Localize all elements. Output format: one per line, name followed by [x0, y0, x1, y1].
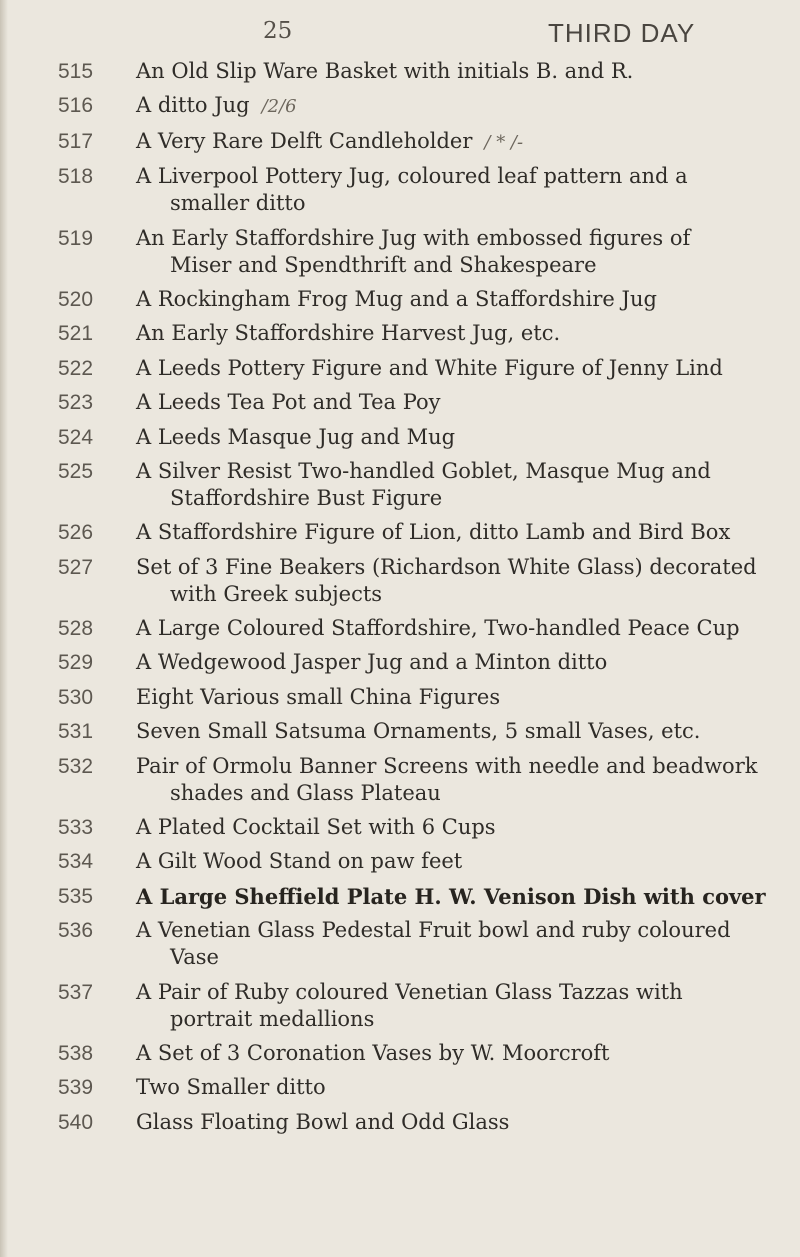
- description-line: Miser and Spendthrift and Shakespeare: [170, 252, 597, 277]
- lot-description: [136, 389, 656, 416]
- lot-description: [136, 1109, 656, 1136]
- description-line: A ditto Jug /2/6: [136, 93, 297, 118]
- description-line: Seven Small Satsuma Ornaments, 5 small Vases, etc.: [136, 719, 701, 744]
- lot-number: 535: [58, 884, 94, 908]
- lot-entry: [0, 649, 800, 676]
- lot-number: 524: [58, 425, 94, 449]
- lot-entry: [0, 753, 800, 807]
- lot-number: 515: [58, 60, 94, 83]
- lot-number: 517: [58, 129, 94, 153]
- lot-number: 536: [58, 919, 94, 943]
- lot-number: 528: [58, 617, 94, 641]
- lot-entry: [0, 917, 800, 971]
- description-line: Glass Floating Bowl and Odd Glass: [136, 1109, 510, 1134]
- lot-entry: [0, 424, 800, 451]
- lot-entry: [0, 814, 800, 841]
- lot-description: [136, 848, 656, 875]
- lot-entry: [0, 883, 800, 910]
- description-line: A Gilt Wood Stand on paw feet: [136, 849, 463, 874]
- lot-entry: [0, 519, 800, 546]
- lot-entry: [0, 684, 800, 711]
- lot-entry: [0, 1109, 800, 1136]
- lot-entry: [0, 225, 800, 279]
- lot-number: 537: [58, 980, 94, 1004]
- lot-number: 539: [58, 1076, 94, 1100]
- lot-description: [136, 320, 656, 347]
- description-line: A Rockingham Frog Mug and a Staffordshire Jug: [136, 286, 657, 311]
- description-line: A Silver Resist Two-handled Goblet, Masque Mug and: [136, 458, 711, 483]
- lot-description: [136, 58, 656, 85]
- lot-description: [136, 979, 683, 1033]
- lot-description: [136, 718, 701, 745]
- description-line: smaller ditto: [170, 191, 306, 216]
- lot-description: [136, 519, 731, 546]
- lot-number: 531: [58, 720, 94, 744]
- lot-number: 516: [58, 94, 94, 118]
- lot-description: [136, 163, 688, 217]
- lot-entry: [0, 58, 800, 85]
- description-line: A Liverpool Pottery Jug, coloured leaf pattern and a: [136, 164, 688, 189]
- lot-description: [136, 355, 723, 382]
- description-line: An Old Slip Ware Basket with initials B. and R.: [136, 59, 634, 83]
- description-line: Pair of Ormolu Banner Screens with needle and beadwork: [136, 753, 758, 778]
- lot-entry: [0, 355, 800, 382]
- lot-description: [136, 883, 766, 910]
- lot-entry: [0, 92, 800, 120]
- lot-description: [136, 814, 656, 841]
- lot-number: 540: [58, 1110, 94, 1134]
- description-line: A Leeds Masque Jug and Mug: [136, 424, 456, 449]
- description-line: Set of 3 Fine Beakers (Richardson White Glass) decorated: [136, 554, 757, 579]
- description-line: A Pair of Ruby coloured Venetian Glass Tazzas with: [136, 979, 683, 1004]
- lot-description: [136, 1040, 656, 1067]
- description-line: Vase: [170, 945, 219, 970]
- lot-description: [136, 286, 656, 313]
- lot-number: 525: [58, 459, 94, 483]
- lot-entry: [0, 1040, 800, 1067]
- lot-entry: [0, 128, 800, 156]
- lot-description: [136, 458, 711, 512]
- description-line: portrait medallions: [170, 1006, 375, 1031]
- lot-entry: [0, 615, 800, 642]
- description-line: An Early Staffordshire Jug with embossed figures of: [136, 225, 691, 250]
- lot-entry: [0, 718, 800, 745]
- lot-description: [136, 424, 656, 451]
- lot-entry: [0, 389, 800, 416]
- description-line: An Early Staffordshire Harvest Jug, etc.: [136, 321, 561, 346]
- lot-number: 523: [58, 391, 94, 415]
- description-line: A Leeds Tea Pot and Tea Poy: [136, 390, 441, 415]
- handwritten-price-note: /2/6: [261, 96, 297, 118]
- lot-entry: [0, 1074, 800, 1101]
- page-header: [0, 18, 800, 48]
- page-number: 25: [263, 18, 293, 44]
- lot-description: [136, 92, 656, 120]
- description-line: A Venetian Glass Pedestal Fruit bowl and ruby coloured: [136, 918, 731, 943]
- day-title: THIRD DAY: [548, 18, 696, 48]
- lot-number: 533: [58, 816, 94, 840]
- description-line: A Leeds Pottery Figure and White Figure of Jenny Lind: [136, 355, 723, 380]
- lot-entry: [0, 848, 800, 875]
- lot-number: 521: [58, 322, 94, 346]
- lot-number: 534: [58, 850, 94, 874]
- lot-number: 538: [58, 1041, 94, 1065]
- lot-list: [0, 58, 800, 1143]
- description-line: shades and Glass Plateau: [170, 780, 441, 805]
- lot-description: [136, 554, 757, 608]
- lot-entry: [0, 979, 800, 1033]
- lot-description: [136, 1074, 656, 1101]
- description-line: A Very Rare Delft Candleholder / * /-: [136, 128, 524, 153]
- description-line: A Wedgewood Jasper Jug and a Minton ditto: [136, 650, 608, 675]
- description-line: Two Smaller ditto: [136, 1075, 326, 1100]
- description-line: A Large Sheffield Plate H. W. Venison Dish with cover: [136, 883, 766, 909]
- lot-number: 529: [58, 651, 94, 675]
- lot-number: 530: [58, 685, 94, 709]
- lot-number: 527: [58, 555, 94, 579]
- lot-number: 518: [58, 165, 94, 189]
- lot-description: [136, 615, 740, 642]
- lot-number: 526: [58, 521, 94, 545]
- lot-entry: [0, 286, 800, 313]
- lot-entry: [0, 320, 800, 347]
- lot-description: [136, 753, 758, 807]
- lot-number: 520: [58, 287, 94, 311]
- description-line: A Large Coloured Staffordshire, Two-handled Peace Cup: [136, 616, 740, 641]
- lot-entry: [0, 163, 800, 217]
- lot-number: 522: [58, 356, 94, 380]
- lot-description: [136, 684, 656, 711]
- lot-description: [136, 649, 656, 676]
- description-line: Staffordshire Bust Figure: [170, 485, 443, 510]
- description-line: Eight Various small China Figures: [136, 684, 501, 709]
- lot-description: [136, 225, 691, 279]
- lot-description: [136, 917, 731, 971]
- lot-number: 519: [58, 226, 94, 250]
- lot-description: [136, 128, 656, 156]
- lot-number: 532: [58, 754, 94, 778]
- handwritten-price-note: / * /-: [484, 131, 524, 153]
- lot-entry: [0, 554, 800, 608]
- description-line: with Greek subjects: [170, 581, 383, 606]
- lot-entry: [0, 458, 800, 512]
- description-line: A Plated Cocktail Set with 6 Cups: [136, 815, 496, 840]
- description-line: A Staffordshire Figure of Lion, ditto Lamb and Bird Box: [136, 520, 731, 545]
- description-line: A Set of 3 Coronation Vases by W. Moorcroft: [136, 1040, 610, 1065]
